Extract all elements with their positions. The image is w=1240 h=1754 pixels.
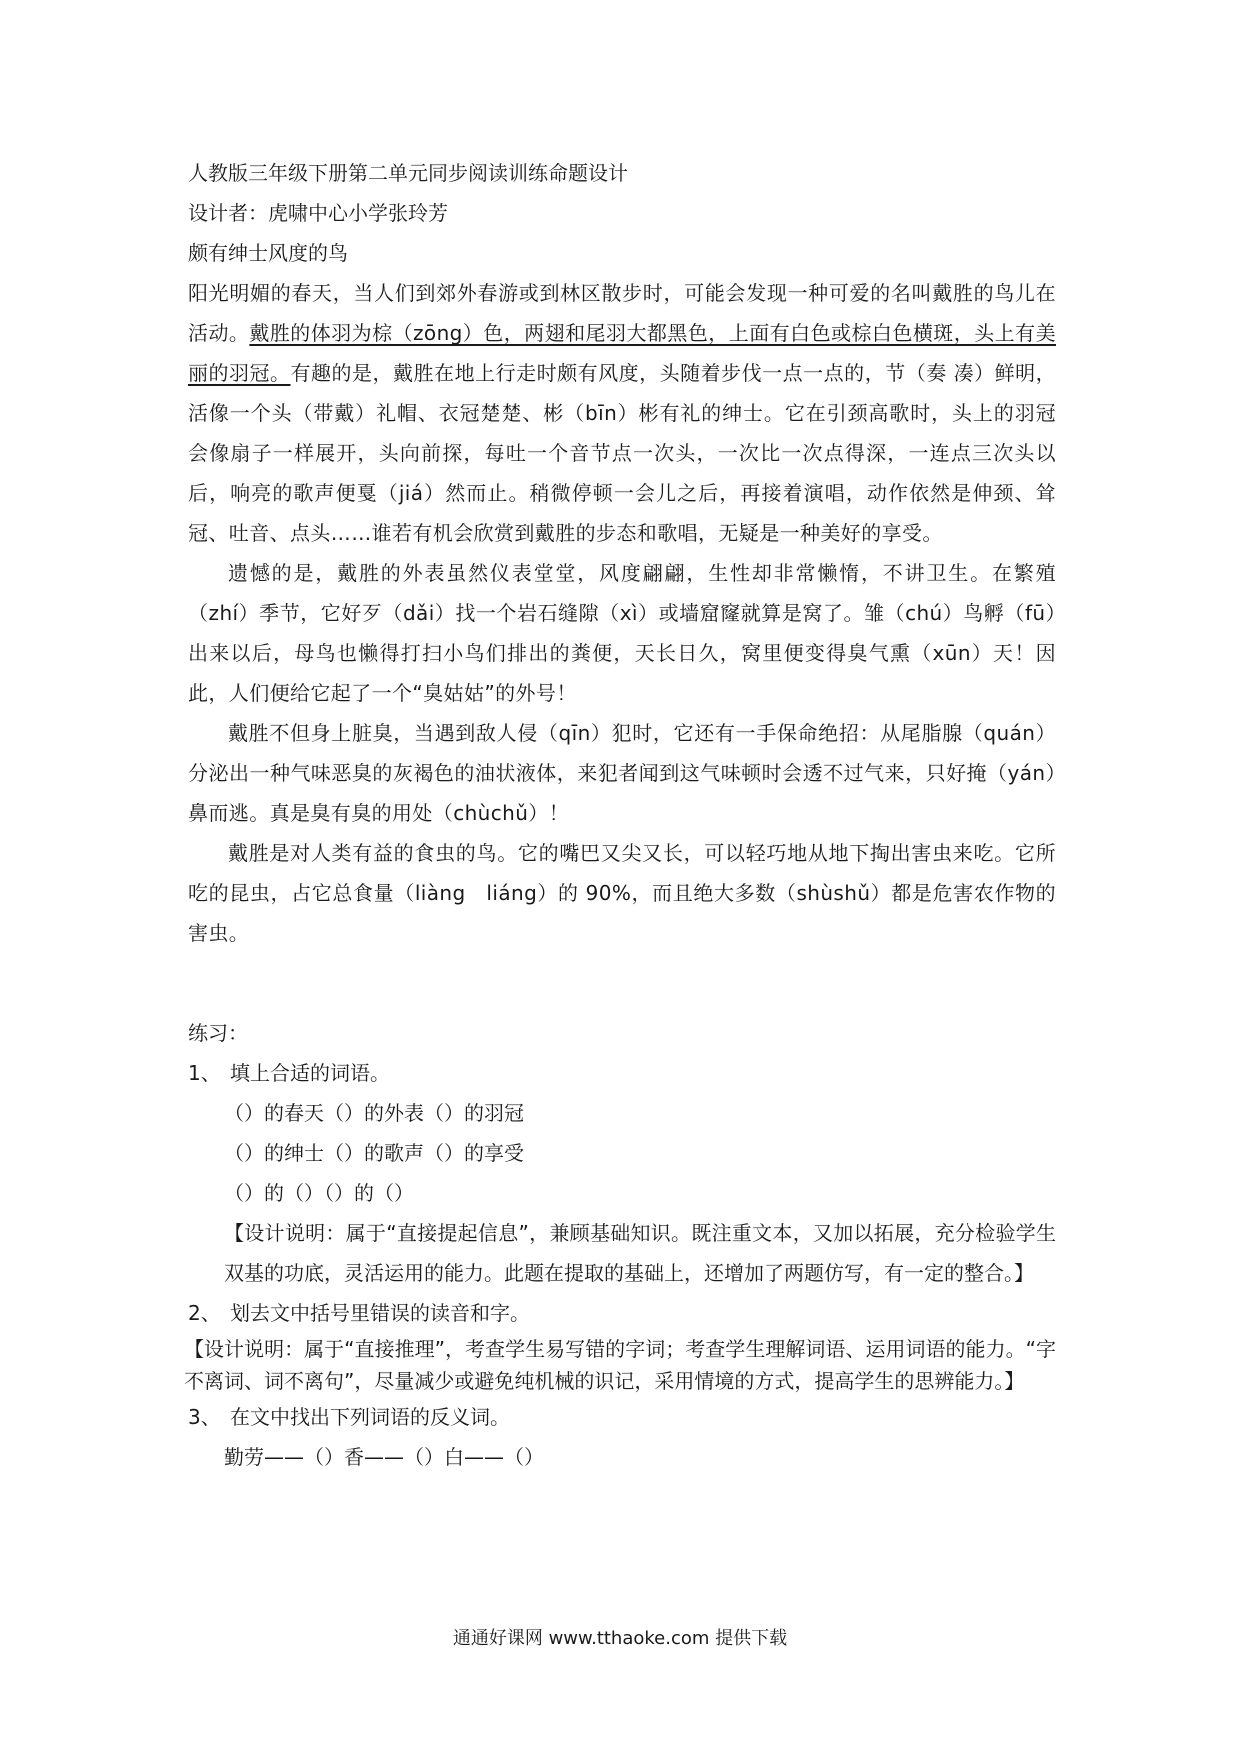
question-1-line-2: （）的绅士（）的歌声（）的享受 [224, 1141, 524, 1165]
article-paragraph-3: 戴胜不但身上脏臭，当遇到敌人侵（qīn）犯时，它还有一手保命绝招：从尾脂腺（quán）分泌出一种气味恶臭的灰褐色的油状液体，来犯者闻到这气味顿时会透不过气来，只好掩（yán）鼻而逃。真是臭有臭的用处（chùchǔ）！ [188, 721, 1056, 825]
question-2-number: 2、 [188, 1301, 221, 1325]
underlined-sentence: 戴胜的体羽为棕（zōng）色，两翅和尾羽大都黑色，上面有白色或棕白色横斑，头上有美丽的羽冠。 [188, 321, 1056, 385]
question-3-text: 在文中找出下列词语的反义词。 [230, 1405, 510, 1429]
page-footer: 通通好课网 www.tthaoke.com 提供下载 [452, 1628, 788, 1649]
article-paragraph-4: 戴胜是对人类有益的食虫的鸟。它的嘴巴又尖又长，可以轻巧地从地下掏出害虫来吃。它所吃的昆虫，占它总食量（liàng liáng）的 90%，而且绝大多数（shùshǔ）都是危害农作物的害虫。 [188, 841, 1056, 945]
designer-line: 设计者：虎啸中心小学张玲芳 [188, 201, 448, 225]
exercise-heading: 练习： [188, 1021, 248, 1045]
question-3-line: 勤劳——（）香——（）白——（） [224, 1445, 544, 1469]
question-2-text: 划去文中括号里错误的读音和字。 [230, 1301, 530, 1325]
question-1-text: 填上合适的词语。 [230, 1061, 390, 1085]
article-title: 颇有绅士风度的鸟 [188, 241, 348, 265]
question-1-line-1: （）的春天（）的外表（）的羽冠 [224, 1101, 524, 1125]
article-paragraph-2: 遗憾的是，戴胜的外表虽然仪表堂堂，风度翩翩，生性却非常懒惰，不讲卫生。在繁殖（zhí）季节，它好歹（dǎi）找一个岩石缝隙（xì）或墙窟窿就算是窝了。雏（chú）鸟孵（fū）出来以后，母鸟也懒得打扫小鸟们排出的粪便，天长日久，窝里便变得臭气熏（xūn）天！因此，人们便给它起了一个“臭姑姑”的外号！ [188, 561, 1056, 705]
question-1 [188, 1053, 1056, 1093]
article-paragraph-1 [188, 273, 1056, 553]
paragraph-1-start: 阳光明媚的春天，当人们到郊外春游或到林区散步时，可能会发现一种可爱的名叫戴胜的鸟儿在活动。 [188, 281, 1056, 345]
question-2 [188, 1293, 1056, 1333]
question-3 [188, 1397, 1056, 1437]
question-1-number: 1、 [188, 1061, 221, 1085]
document-content [184, 153, 1056, 1477]
section-spacer [188, 953, 1056, 1013]
question-1-design-note: 【设计说明：属于“直接提起信息”，兼顾基础知识。既注重文本，又加以拓展，充分检验学生双基的功底，灵活运用的能力。此题在提取的基础上，还增加了两题仿写，有一定的整合。】 [224, 1221, 1056, 1285]
question-2-design-note: 【设计说明：属于“直接推理”，考查学生易写错的字词；考查学生理解词语、运用词语的能力。“字不离词、词不离句”，尽量减少或避免纯机械的识记，采用情境的方式，提高学生的思辨能力。】 [184, 1337, 1056, 1393]
question-1-line-3: （）的（）（）的（） [224, 1181, 414, 1205]
document-title: 人教版三年级下册第二单元同步阅读训练命题设计 [188, 161, 628, 185]
paragraph-1-end: 有趣的是，戴胜在地上行走时颇有风度，头随着步伐一点一点的，节（奏 凑）鲜明，活像一个头（带戴）礼帽、衣冠楚楚、彬（bīn）彬有礼的绅士。它在引颈高歌时，头上的羽冠会像扇子一样展开，头向前探，每吐一个音节点一次头，一次比一次点得深，一连点三次头以后，响亮的歌声便戛（jiá）然而止。稍微停顿一会儿之后，再接着演唱，动作依然是伸颈、耸冠、吐音、点头……谁若有机会欣赏到戴胜的步态和歌唱，无疑是一种美好的享受。 [188, 361, 1056, 545]
question-3-number: 3、 [188, 1405, 221, 1429]
